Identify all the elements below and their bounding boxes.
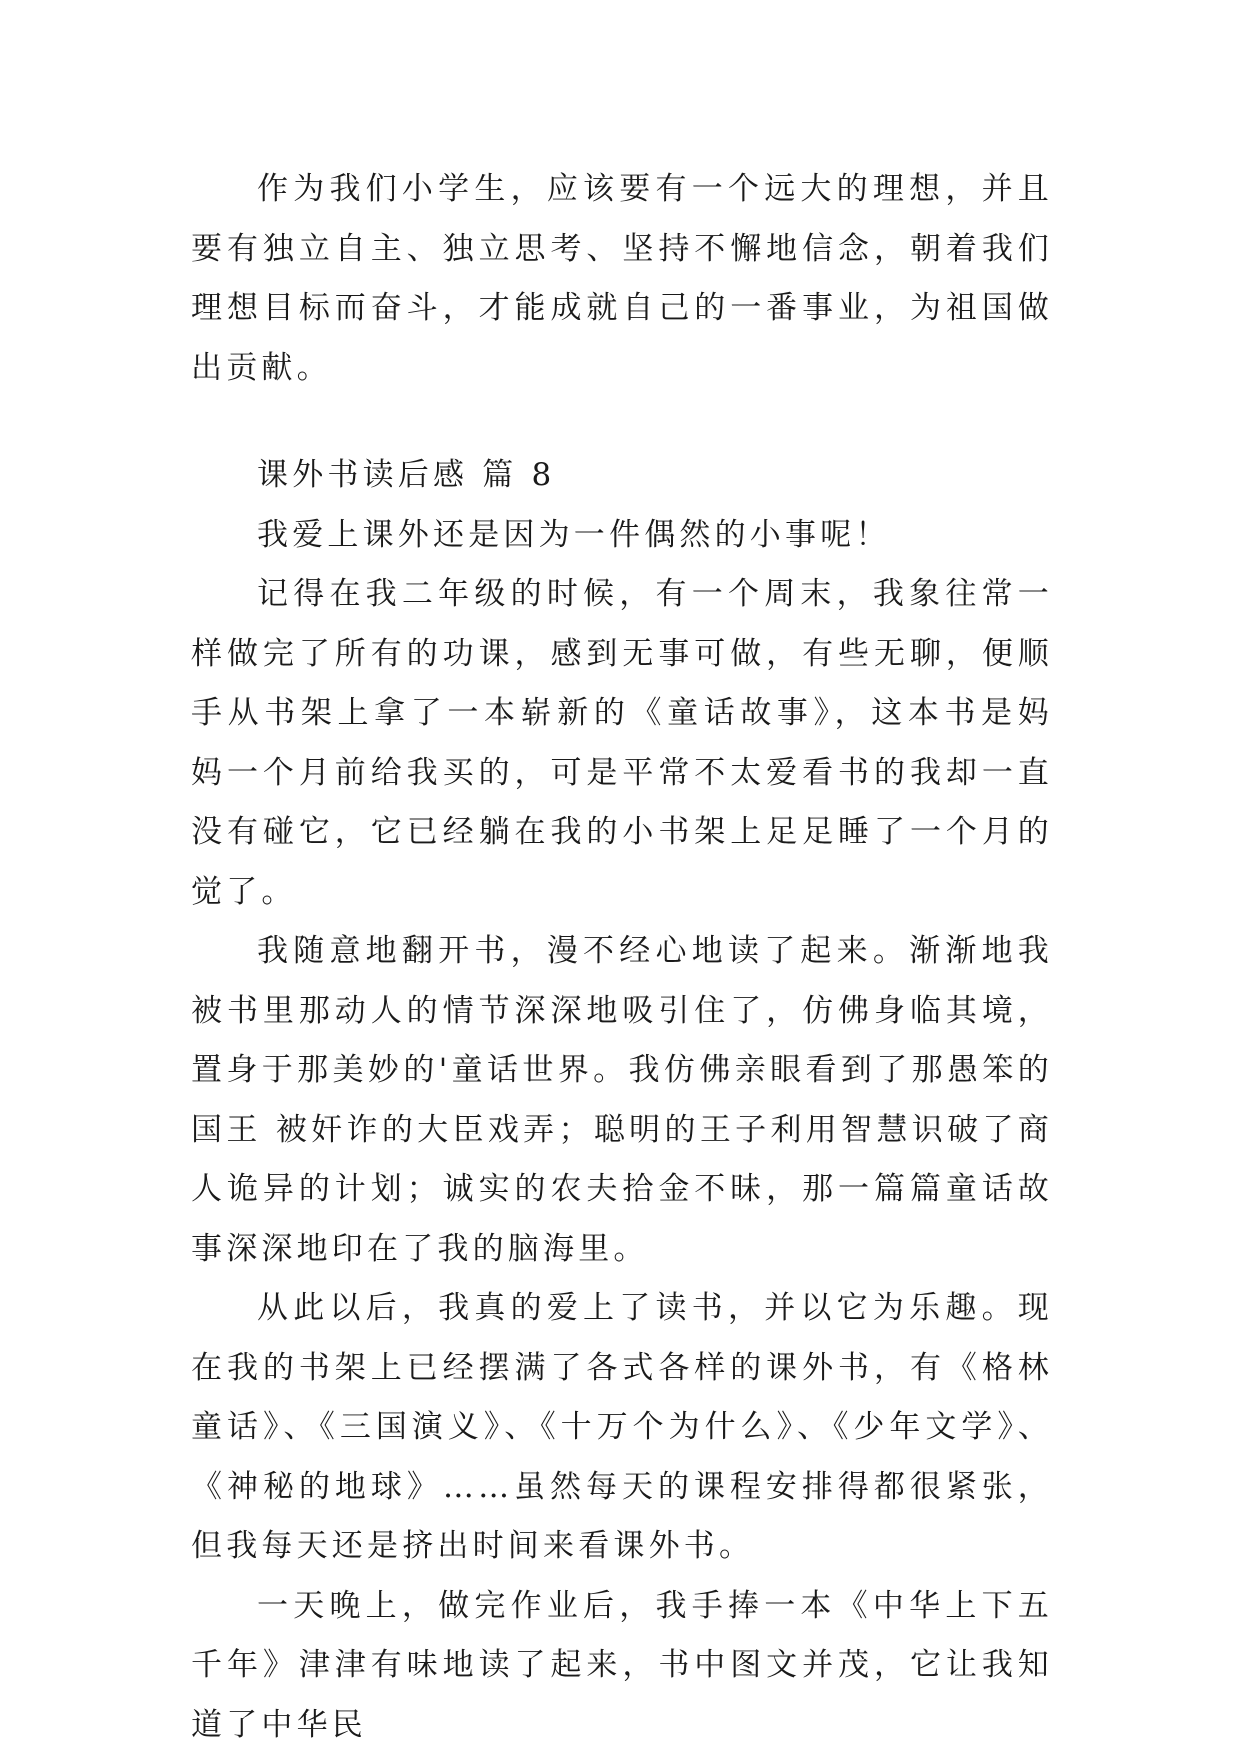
body-paragraph-1: 我爱上课外还是因为一件偶然的小事呢！ [191,506,1053,566]
body-paragraph-3: 我随意地翻开书，漫不经心地读了起来。渐渐地我被书里那动人的情节深深地吸引住了，仿佛身临其境，置身于那美妙的'童话世界。我仿佛亲眼看到了那愚笨的国王 被奸诈的大臣戏弄；聪明的王子利用智慧识破了商人诡异的计划；诚实的农夫拾金不昧，那一篇篇童话故事深深地印在了我的脑海里。 [191,922,1053,1279]
body-paragraph-5: 一天晚上，做完作业后，我手捧一本《中华上下五千年》津津有味地读了起来，书中图文并茂，它让我知道了中华民 [191,1577,1053,1755]
section-heading: 课外书读后感 篇 8 [191,446,1053,506]
intro-paragraph: 作为我们小学生，应该要有一个远大的理想，并且要有独立自主、独立思考、坚持不懈地信念，朝着我们理想目标而奋斗，才能成就自己的一番事业，为祖国做出贡献。 [191,160,1053,398]
section-spacer [191,398,1053,446]
body-paragraph-4: 从此以后，我真的爱上了读书，并以它为乐趣。现在我的书架上已经摆满了各式各样的课外书，有《格林童话》、《三国演义》、《十万个为什么》、《少年文学》、《神秘的地球》……虽然每天的课程安排得都很紧张，但我每天还是挤出时间来看课外书。 [191,1279,1053,1577]
document-body [191,160,1053,1755]
body-paragraph-2: 记得在我二年级的时候，有一个周末，我象往常一样做完了所有的功课，感到无事可做，有些无聊，便顺手从书架上拿了一本崭新的《童话故事》，这本书是妈妈一个月前给我买的，可是平常不太爱看书的我却一直没有碰它，它已经躺在我的小书架上足足睡了一个月的觉了。 [191,565,1053,922]
